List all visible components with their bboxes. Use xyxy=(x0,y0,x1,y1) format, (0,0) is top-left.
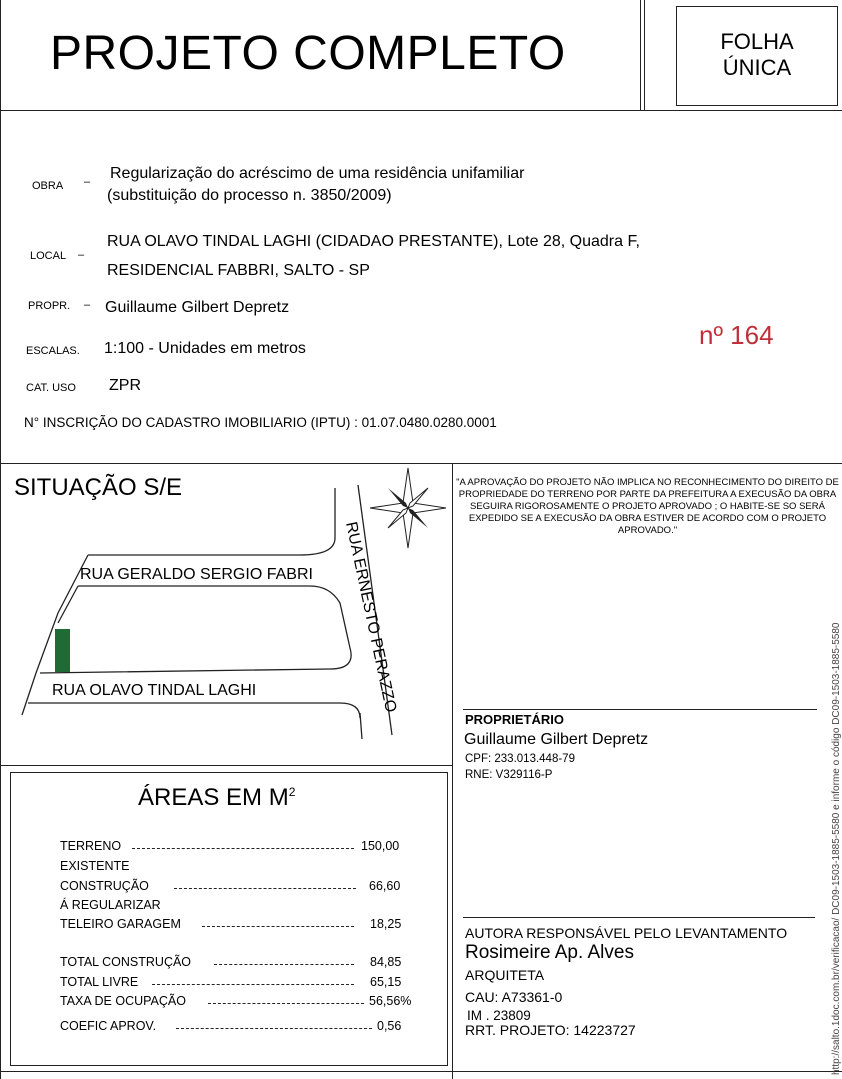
author-name: Rosimeire Ap. Alves xyxy=(465,942,634,963)
owner-name: Guillaume Gilbert Depretz xyxy=(464,731,649,748)
owner-cpf: CPF: 233.013.448-79 xyxy=(465,753,575,765)
street-ernesto: RUA ERNESTO PERAZZO xyxy=(342,520,400,714)
page-title: PROJETO COMPLETO xyxy=(50,27,566,80)
obra-dash: – xyxy=(84,176,91,188)
sheet-line-1: FOLHA xyxy=(720,29,794,54)
geraldo-upper-edge xyxy=(88,488,335,555)
inscricao-line: N° INSCRIÇÃO DO CADASTRO IMOBILIARIO (IPTU) : 01.07.0480.0280.0001 xyxy=(24,415,497,430)
regularizar-label: Á REGULARIZAR xyxy=(60,898,161,912)
author-im: IM . 23809 xyxy=(467,1008,531,1023)
bottom-divider xyxy=(0,1071,842,1072)
author-heading: AUTORA RESPONSÁVEL PELO LEVANTAMENTO xyxy=(465,925,788,941)
sheet-box xyxy=(676,6,838,106)
author-role: ARQUITETA xyxy=(465,967,545,983)
owner-rule xyxy=(463,709,817,710)
taxa-leader xyxy=(208,1003,364,1004)
geraldo-lower-edge xyxy=(40,586,351,673)
author-rule xyxy=(463,917,815,918)
street-geraldo: RUA GERALDO SERGIO FABRI xyxy=(80,566,313,583)
taxa-value: 56,56% xyxy=(369,994,412,1008)
olavo-left-edge xyxy=(22,673,36,715)
local-line-1: RUA OLAVO TINDAL LAGHI (CIDADAO PRESTANTE), Lote 28, Quadra F, xyxy=(107,233,640,250)
coef-value: 0,56 xyxy=(377,1019,402,1033)
total-livre-value: 65,15 xyxy=(370,975,402,989)
propr-label: PROPR. xyxy=(28,300,71,312)
propr-value: Guillaume Gilbert Depretz xyxy=(105,299,290,316)
approval-note: "A APROVAÇÃO DO PROJETO NÃO IMPLICA NO RECONHECIMENTO DO DIREITO DE PROPRIEDADE DO TERRENO POR PARTE DA PREFEITURA A EXECUSÃO DA OBRA SEGUIRA RIGOROSAMENTE O PROJETO APROVADO ; O HABITE-SE SO SERÁ EXPEDIDO SE A EXECUSÃO DA OBRA ESTIVER DE ACORDO COM O PROJETO APROVADO." xyxy=(456,477,839,536)
vertical-divider xyxy=(452,463,453,1079)
site-map xyxy=(0,463,452,765)
teleiro-label: TELEIRO GARAGEM xyxy=(60,917,181,931)
construcao-value: 66,60 xyxy=(369,879,401,893)
owner-rne: RNE: V329116-P xyxy=(465,769,553,781)
author-rrt: RRT. PROJETO: 14223727 xyxy=(465,1022,636,1038)
situacao-title: SITUAÇÃO S/E xyxy=(14,474,183,501)
author-cau: CAU: A73361-0 xyxy=(465,989,563,1005)
inner-left-edge xyxy=(58,586,78,623)
total-livre-leader xyxy=(152,984,354,985)
sheet-line-2: ÚNICA xyxy=(722,55,792,80)
obra-label: OBRA xyxy=(32,180,64,192)
areas-title-sup: 2 xyxy=(288,785,296,799)
total-construcao-value: 84,85 xyxy=(370,955,402,969)
taxa-label: TAXA DE OCUPAÇÃO xyxy=(60,994,186,1008)
compass-rose-icon xyxy=(370,468,446,548)
terreno-leader xyxy=(132,848,354,849)
teleiro-leader xyxy=(202,926,354,927)
street-olavo: RUA OLAVO TINDAL LAGHI xyxy=(52,682,257,699)
local-dash: – xyxy=(78,249,85,261)
teleiro-value: 18,25 xyxy=(370,917,402,931)
construcao-label: CONSTRUÇÃO xyxy=(60,879,149,893)
header-divider xyxy=(0,110,842,111)
verification-text: http://salto.1doc.com.br/verificacao/ DC09-1503-1885-5580 e informe o código DC09-1503-1885-5580 xyxy=(831,622,842,1075)
total-construcao-leader xyxy=(214,964,354,965)
title-divider-2 xyxy=(644,0,645,110)
terreno-value: 150,00 xyxy=(361,839,400,853)
total-construcao-label: TOTAL CONSTRUÇÃO xyxy=(60,955,192,969)
catuso-label: CAT. USO xyxy=(26,382,76,394)
owner-heading: PROPRIETÁRIO xyxy=(465,712,564,727)
obra-line-1: Regularização do acréscimo de uma residência unifamiliar xyxy=(110,165,525,182)
coef-leader xyxy=(176,1028,372,1029)
coef-label: COEFIC APROV. xyxy=(60,1019,157,1033)
total-livre-label: TOTAL LIVRE xyxy=(60,975,139,989)
existente-label: EXISTENTE xyxy=(60,859,130,873)
title-divider-1 xyxy=(640,0,641,110)
escalas-value: 1:100 - Unidades em metros xyxy=(104,340,306,357)
local-line-2: RESIDENCIAL FABBRI, SALTO - SP xyxy=(107,262,370,279)
obra-line-2: (substituição do processo n. 3850/2009) xyxy=(107,187,392,204)
situacao-divider xyxy=(0,765,452,766)
olavo-lower-edge xyxy=(28,703,360,718)
terreno-label: TERRENO xyxy=(60,839,122,853)
catuso-value: ZPR xyxy=(109,377,141,394)
escalas-label: ESCALAS. xyxy=(26,345,80,357)
propr-dash: – xyxy=(84,299,91,311)
construcao-leader xyxy=(174,888,356,889)
lot-marker xyxy=(55,629,70,672)
areas-title-text: ÁREAS EM M xyxy=(138,784,289,811)
process-number: nº 164 xyxy=(699,320,774,350)
sheet-label xyxy=(677,29,837,81)
local-label: LOCAL xyxy=(30,250,67,262)
areas-title xyxy=(138,784,295,812)
